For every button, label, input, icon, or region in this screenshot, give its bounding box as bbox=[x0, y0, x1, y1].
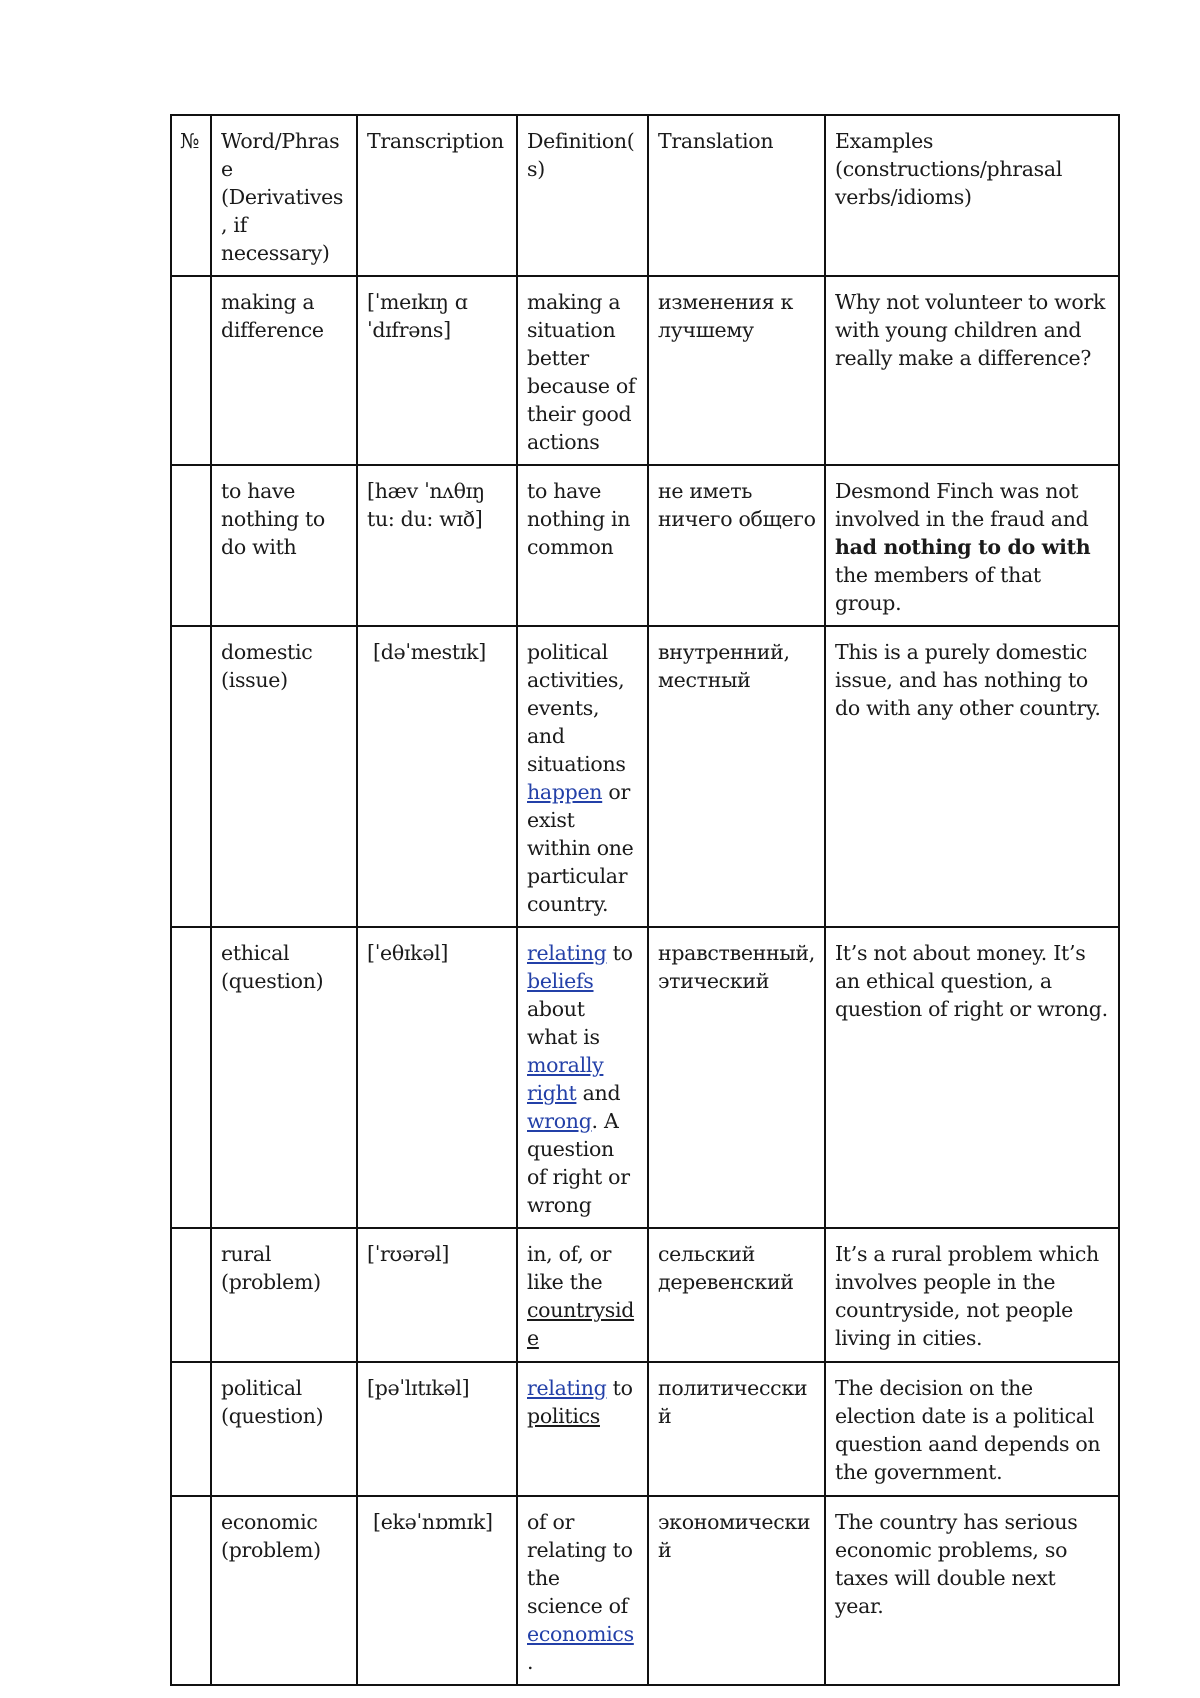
header-examples: Examples (constructions/phrasal verbs/idioms) bbox=[825, 115, 1119, 276]
definition-text: political activities, events, and situations bbox=[527, 640, 626, 776]
table-row bbox=[171, 1362, 1119, 1496]
definition-text: to bbox=[606, 941, 633, 965]
translation-cell: изменения к лучшему bbox=[648, 276, 825, 465]
vocabulary-table bbox=[170, 114, 1120, 1686]
definition-link-morally-right[interactable]: morally right bbox=[527, 1053, 604, 1105]
header-word-phrase: Word/Phrase (Derivatives, if necessary) bbox=[211, 115, 357, 276]
transcription-cell: [ˈeθɪkəl] bbox=[357, 927, 517, 1228]
definition-link-happen[interactable]: happen bbox=[527, 780, 603, 804]
example-cell: This is a purely domestic issue, and has nothing to do with any other country. bbox=[825, 626, 1119, 927]
definition-cell: to have nothing in common bbox=[517, 465, 648, 626]
definition-text: in, of, or like the bbox=[527, 1242, 612, 1294]
word-cell: economic (problem) bbox=[211, 1496, 357, 1685]
definition-link-economics[interactable]: economics bbox=[527, 1622, 634, 1646]
translation-cell: сельский деревенский bbox=[648, 1228, 825, 1362]
definition-text: to bbox=[606, 1376, 633, 1400]
definition-cell bbox=[517, 1362, 648, 1496]
definition-text: . bbox=[527, 1650, 534, 1674]
row-number-cell bbox=[171, 276, 211, 465]
transcription-cell: [hæv ˈnʌθɪŋ tu: du: wɪð] bbox=[357, 465, 517, 626]
word-cell: to have nothing to do with bbox=[211, 465, 357, 626]
table-row bbox=[171, 276, 1119, 465]
translation-cell: нравственный, этический bbox=[648, 927, 825, 1228]
header-row bbox=[171, 115, 1119, 276]
word-cell: domestic (issue) bbox=[211, 626, 357, 927]
definition-cell bbox=[517, 626, 648, 927]
row-number-cell bbox=[171, 465, 211, 626]
definition-text: and bbox=[576, 1081, 621, 1105]
table-row bbox=[171, 465, 1119, 626]
table-row bbox=[171, 1496, 1119, 1685]
definition-cell bbox=[517, 1496, 648, 1685]
table-row bbox=[171, 626, 1119, 927]
transcription-cell: [ˈrʊərəl] bbox=[357, 1228, 517, 1362]
definition-text: . A question of right or wrong bbox=[527, 1109, 630, 1217]
table-row bbox=[171, 1228, 1119, 1362]
definition-link-countryside[interactable]: countryside bbox=[527, 1298, 635, 1350]
header-transcription: Transcription bbox=[357, 115, 517, 276]
definition-link-wrong[interactable]: wrong bbox=[527, 1109, 592, 1133]
row-number-cell bbox=[171, 1496, 211, 1685]
word-cell: political (question) bbox=[211, 1362, 357, 1496]
table-row bbox=[171, 927, 1119, 1228]
definition-text: of or relating to the science of bbox=[527, 1510, 633, 1618]
example-cell: The country has serious economic problems, so taxes will double next year. bbox=[825, 1496, 1119, 1685]
row-number-cell bbox=[171, 1228, 211, 1362]
transcription-cell: [ekəˈnɒmɪk] bbox=[357, 1496, 517, 1685]
word-cell: ethical (question) bbox=[211, 927, 357, 1228]
example-cell bbox=[825, 465, 1119, 626]
example-text: the members of that group. bbox=[835, 563, 1041, 615]
word-cell: rural (problem) bbox=[211, 1228, 357, 1362]
row-number-cell bbox=[171, 626, 211, 927]
example-cell: Why not volunteer to work with young children and really make a difference? bbox=[825, 276, 1119, 465]
transcription-cell: [dəˈmestɪk] bbox=[357, 626, 517, 927]
translation-cell: внутренний, местный bbox=[648, 626, 825, 927]
example-bold-phrase: had nothing to do with bbox=[835, 535, 1091, 559]
transcription-cell: [ˈmeɪkɪŋ ɑ ˈdɪfrəns] bbox=[357, 276, 517, 465]
header-number: № bbox=[171, 115, 211, 276]
transcription-cell: [pəˈlɪtɪkəl] bbox=[357, 1362, 517, 1496]
row-number-cell bbox=[171, 927, 211, 1228]
definition-cell bbox=[517, 1228, 648, 1362]
translation-cell: политичесский bbox=[648, 1362, 825, 1496]
definition-link-politics[interactable]: politics bbox=[527, 1404, 600, 1428]
translation-cell: экономический bbox=[648, 1496, 825, 1685]
header-definition: Definition(s) bbox=[517, 115, 648, 276]
definition-cell bbox=[517, 927, 648, 1228]
example-cell: The decision on the election date is a political question aand depends on the government. bbox=[825, 1362, 1119, 1496]
definition-link-relating[interactable]: relating bbox=[527, 1376, 607, 1400]
definition-link-relating[interactable]: relating bbox=[527, 941, 607, 965]
definition-link-beliefs[interactable]: beliefs bbox=[527, 969, 594, 993]
example-text: Desmond Finch was not involved in the fraud and bbox=[835, 479, 1089, 531]
word-cell: making a difference bbox=[211, 276, 357, 465]
row-number-cell bbox=[171, 1362, 211, 1496]
definition-cell: making a situation better because of their good actions bbox=[517, 276, 648, 465]
example-cell: It’s not about money. It’s an ethical question, a question of right or wrong. bbox=[825, 927, 1119, 1228]
translation-cell: не иметь ничего общего bbox=[648, 465, 825, 626]
example-cell: It’s a rural problem which involves people in the countryside, not people living in cities. bbox=[825, 1228, 1119, 1362]
header-translation: Translation bbox=[648, 115, 825, 276]
definition-text: or exist within one particular country. bbox=[527, 780, 634, 916]
definition-text: about what is bbox=[527, 997, 600, 1049]
